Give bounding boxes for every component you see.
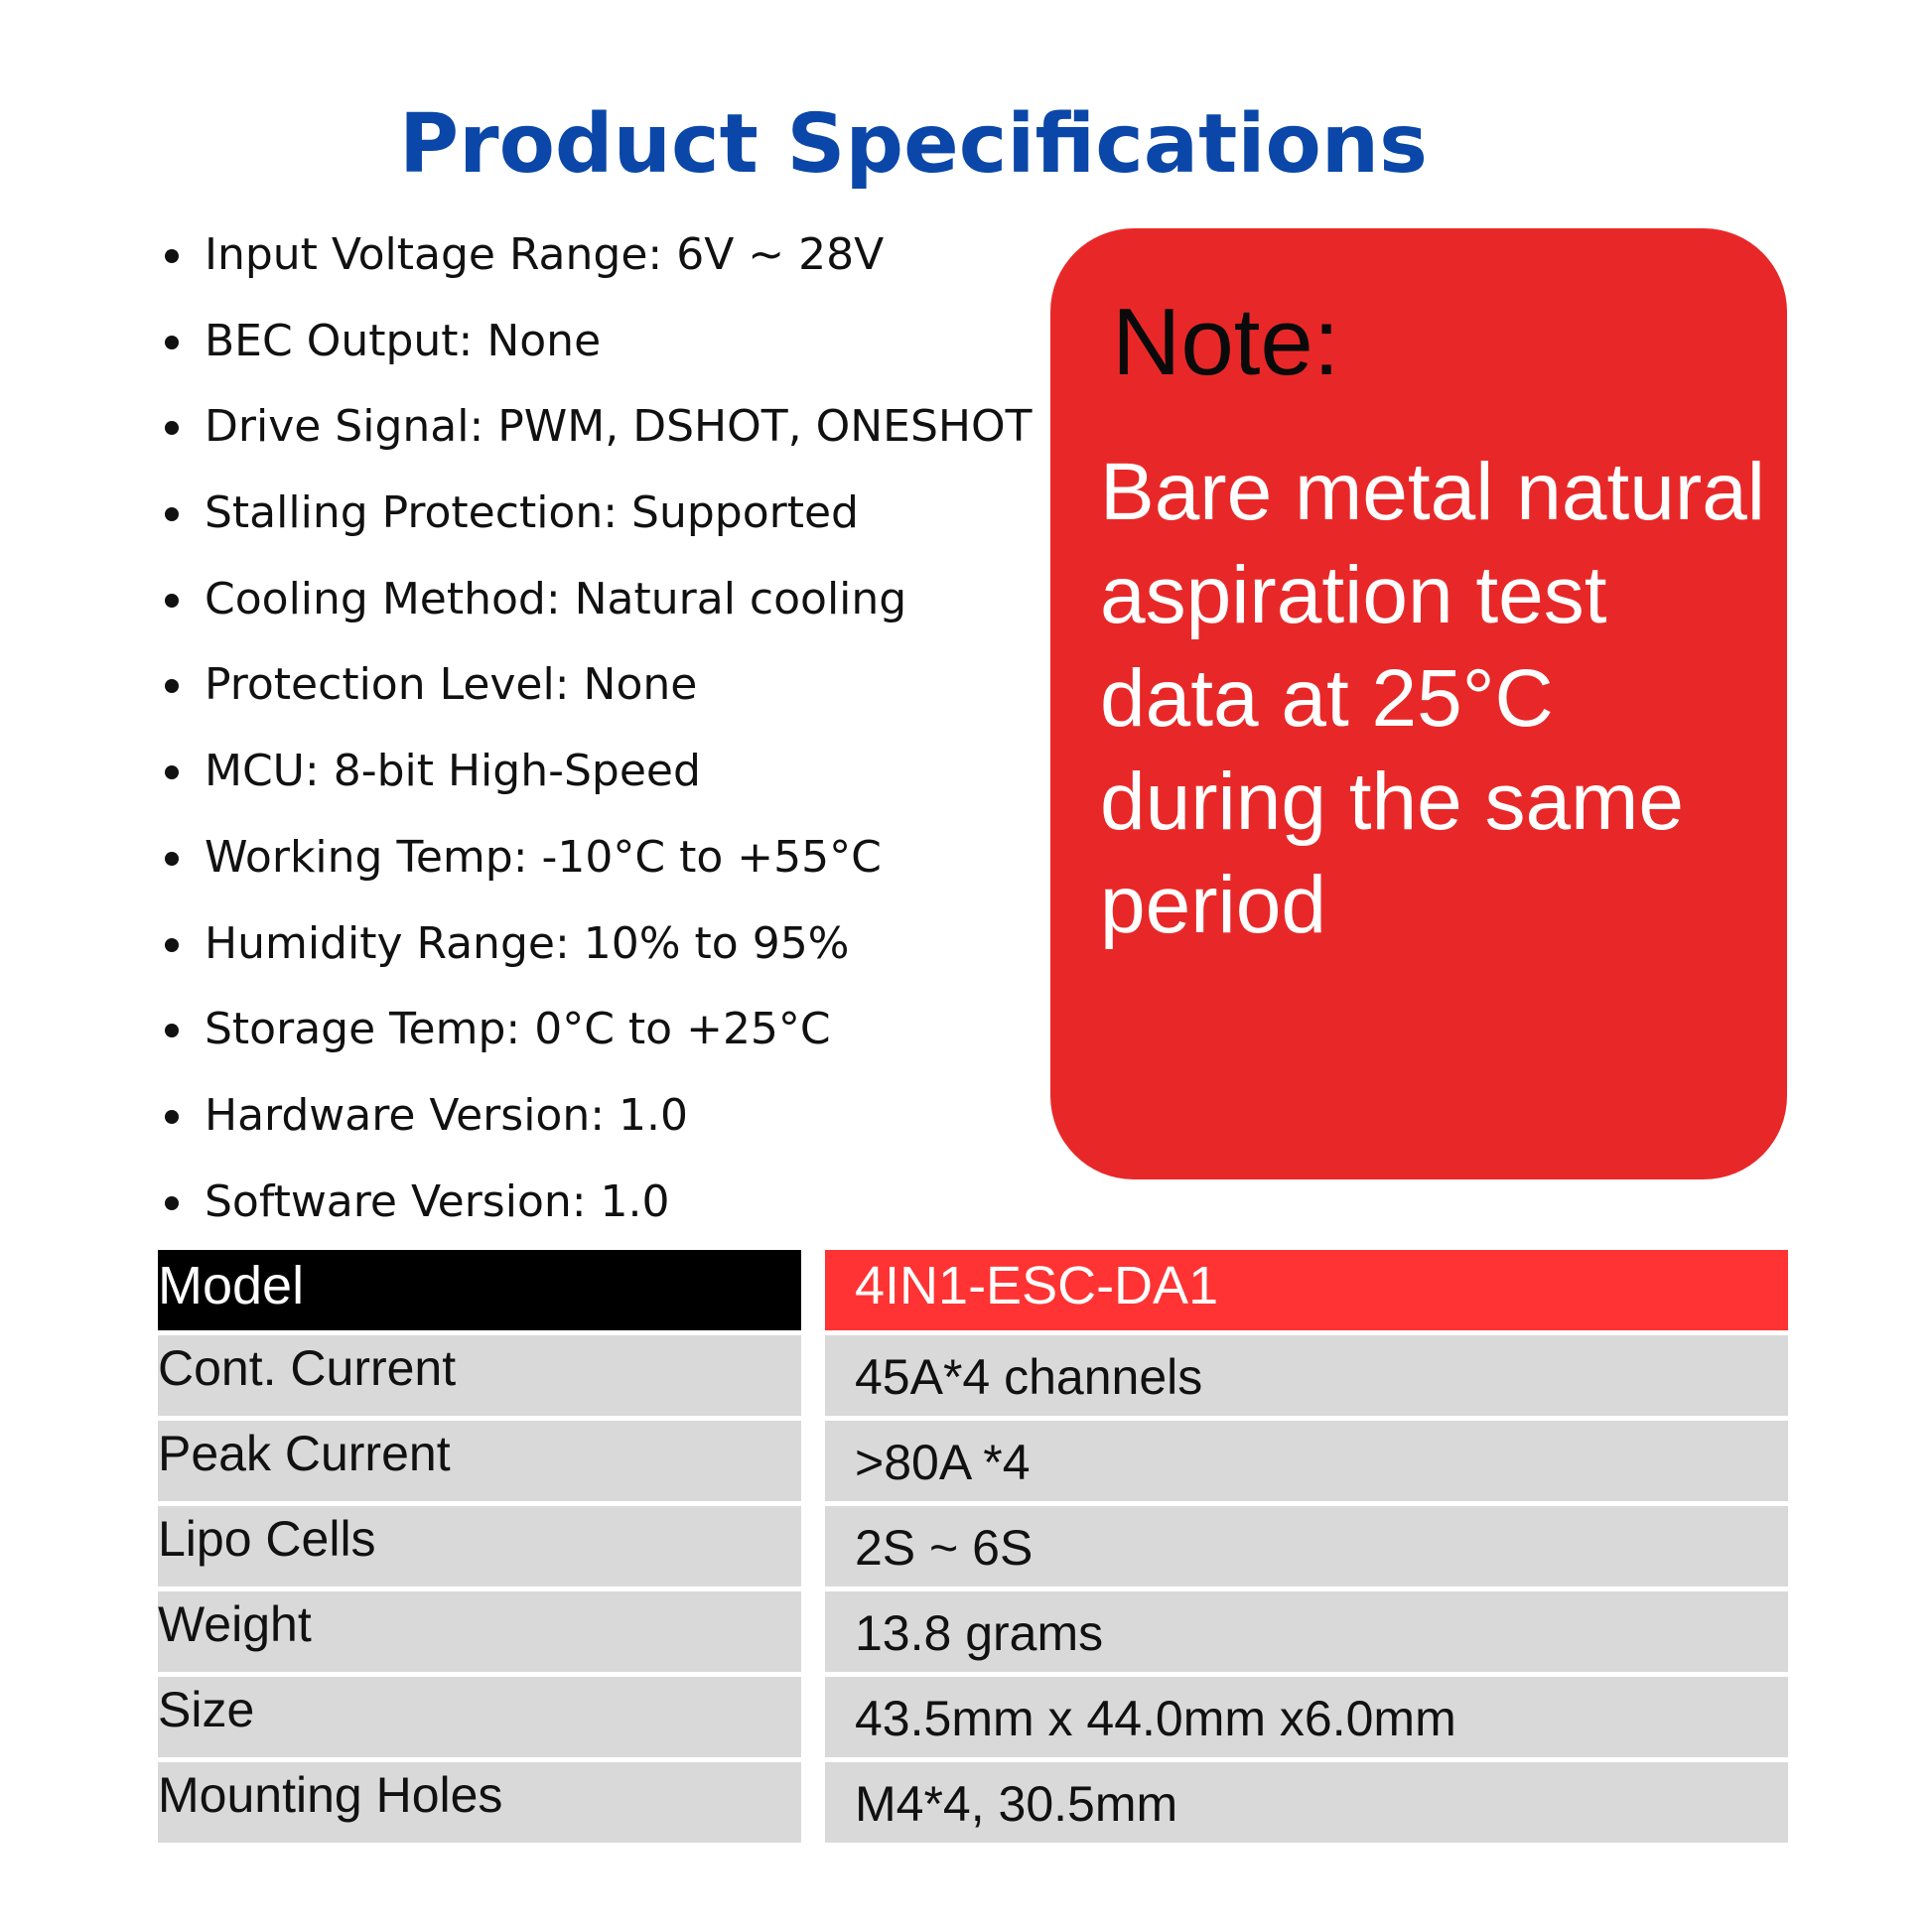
spec-item-bec-output	[165, 307, 1033, 393]
bullet-icon	[165, 594, 179, 608]
spec-item-humidity-range	[165, 909, 1033, 996]
table-row-label: Mounting Holes	[158, 1762, 801, 1843]
bullet-icon	[165, 507, 179, 521]
bullet-icon	[165, 336, 179, 349]
bullet-icon	[165, 938, 179, 952]
table-row-value: 13.8 grams	[825, 1591, 1788, 1672]
table-row-label: Size	[158, 1677, 801, 1757]
bullet-icon	[165, 1024, 179, 1037]
bullet-icon	[165, 679, 179, 693]
spec-item-drive-signal	[165, 392, 1033, 479]
spec-item-cooling-method	[165, 565, 1033, 651]
table-row	[158, 1506, 1788, 1587]
spec-text: Input Voltage Range: 6V ~ 28V	[205, 229, 885, 280]
table-row-label: Weight	[158, 1591, 801, 1672]
bullet-icon	[165, 421, 179, 435]
bullet-icon	[165, 1196, 179, 1210]
spec-text: Cooling Method: Natural cooling	[205, 573, 907, 624]
table-row-value: M4*4, 30.5mm	[825, 1762, 1788, 1843]
spec-text: BEC Output: None	[205, 315, 602, 366]
spec-text: Humidity Range: 10% to 95%	[205, 917, 850, 969]
table-row	[158, 1677, 1788, 1757]
table-row	[158, 1421, 1788, 1501]
bullet-icon	[165, 765, 179, 779]
page-title: Product Specifications	[399, 97, 1428, 192]
spec-list	[165, 220, 1033, 1253]
spec-item-protection-level	[165, 650, 1033, 737]
spec-item-working-temp	[165, 823, 1033, 909]
table-row-label: Peak Current	[158, 1421, 801, 1501]
table-row-label: Cont. Current	[158, 1335, 801, 1416]
spec-table	[158, 1250, 1788, 1848]
bullet-icon	[165, 852, 179, 866]
table-row-value: 43.5mm x 44.0mm x6.0mm	[825, 1677, 1788, 1757]
bullet-icon	[165, 1110, 179, 1124]
spec-item-stalling-protection	[165, 479, 1033, 565]
note-box	[1050, 228, 1787, 1179]
spec-text: Stalling Protection: Supported	[205, 487, 859, 539]
table-row	[158, 1762, 1788, 1843]
spec-item-mcu	[165, 737, 1033, 823]
spec-text: Protection Level: None	[205, 659, 698, 711]
table-row-value: 2S ~ 6S	[825, 1506, 1788, 1587]
table-row-value: >80A *4	[825, 1421, 1788, 1501]
table-row-label: Lipo Cells	[158, 1506, 801, 1587]
note-text: Bare metal natural aspiration test data at 25°C during the same period	[1100, 447, 1766, 950]
spec-text: Software Version: 1.0	[205, 1175, 670, 1227]
table-row	[158, 1591, 1788, 1672]
spec-text: Storage Temp: 0°C to +25°C	[205, 1004, 831, 1055]
table-row	[158, 1335, 1788, 1416]
spec-item-storage-temp	[165, 995, 1033, 1081]
spec-text: Drive Signal: PWM, DSHOT, ONESHOT	[205, 401, 1033, 453]
spec-text: MCU: 8-bit High-Speed	[205, 746, 701, 797]
table-row-value: 45A*4 channels	[825, 1335, 1788, 1416]
spec-item-input-voltage	[165, 220, 1033, 307]
spec-text: Hardware Version: 1.0	[205, 1089, 689, 1141]
spec-item-hardware-version	[165, 1081, 1033, 1168]
table-header-value: 4IN1-ESC-DA1	[825, 1250, 1788, 1330]
note-title: Note:	[1112, 289, 1340, 395]
spec-item-software-version	[165, 1168, 1033, 1254]
bullet-icon	[165, 249, 179, 263]
table-header-row	[158, 1250, 1788, 1330]
table-header-label: Model	[158, 1250, 801, 1330]
spec-text: Working Temp: -10°C to +55°C	[205, 831, 882, 883]
